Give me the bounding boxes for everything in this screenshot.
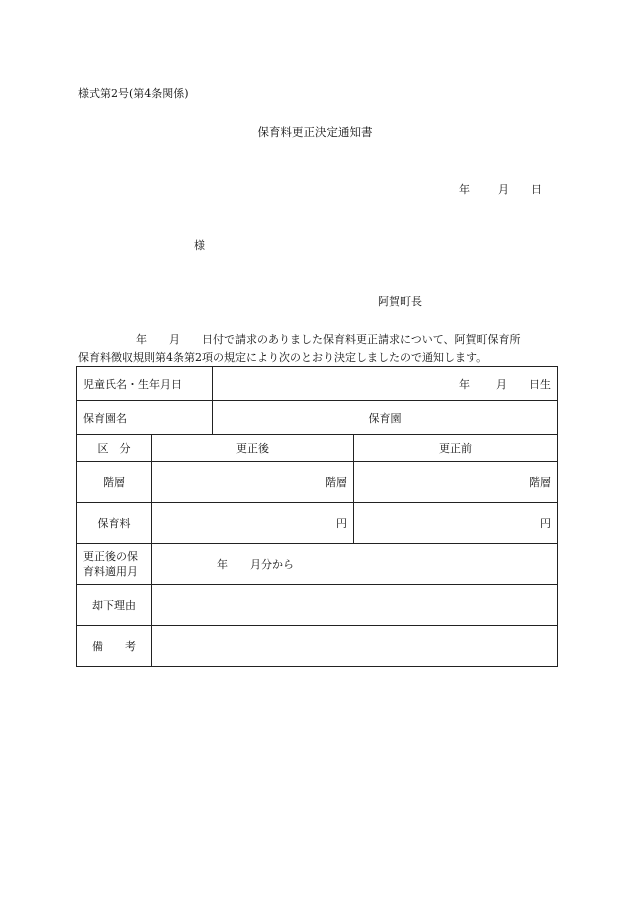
nursery-name-cell: 保育園	[213, 401, 558, 435]
table-row	[77, 401, 558, 435]
table-row	[77, 435, 558, 462]
fee-after-cell: 円	[152, 503, 354, 544]
date-year: 年	[459, 183, 470, 196]
table-row	[77, 503, 558, 544]
birth-day: 日生	[529, 377, 551, 391]
birth-year: 年	[459, 377, 470, 391]
apply-month-label	[77, 544, 152, 585]
tier-before-cell: 階層	[354, 462, 558, 503]
date-day: 日	[531, 183, 542, 196]
birth-month: 月	[496, 377, 507, 391]
table-row	[77, 367, 558, 401]
date-month: 月	[498, 183, 509, 196]
after-correction-header: 更正後	[152, 435, 354, 462]
table-row	[77, 585, 558, 626]
fee-before-cell: 円	[354, 503, 558, 544]
apply-month-label-line-1: 更正後の保	[83, 550, 138, 563]
fee-correction-table	[76, 366, 558, 667]
before-correction-header: 更正前	[354, 435, 558, 462]
body-paragraph	[78, 331, 521, 367]
addressee-suffix: 様	[194, 239, 205, 252]
apply-month-label-line-2: 育料適用月	[83, 565, 138, 578]
nursery-name-label: 保育園名	[77, 401, 213, 435]
issue-date	[459, 181, 542, 197]
birthdate-cell	[213, 367, 558, 401]
form-number: 様式第2号(第4条関係)	[78, 87, 189, 100]
fee-label: 保育料	[77, 503, 152, 544]
child-name-birthdate-label: 児童氏名・生年月日	[77, 367, 213, 401]
tier-label: 階層	[77, 462, 152, 503]
table-row	[77, 462, 558, 503]
table-row	[77, 544, 558, 585]
tier-after-cell: 階層	[152, 462, 354, 503]
remarks-label: 備 考	[77, 626, 152, 667]
rejection-reason-label: 却下理由	[77, 585, 152, 626]
issuer-name: 阿賀町長	[378, 295, 422, 308]
document-title: 保育料更正決定通知書	[257, 125, 373, 139]
remarks-cell	[152, 626, 558, 667]
rejection-reason-cell	[152, 585, 558, 626]
body-line-1: 年 月 日付で請求のありました保育料更正請求について、阿賀町保育所	[136, 333, 521, 346]
category-header: 区 分	[77, 435, 152, 462]
apply-month-cell: 年 月分から	[152, 544, 558, 585]
body-line-2: 保育料徴収規則第4条第2項の規定により次のとおり決定しましたので通知します。	[78, 351, 488, 364]
table-row	[77, 626, 558, 667]
